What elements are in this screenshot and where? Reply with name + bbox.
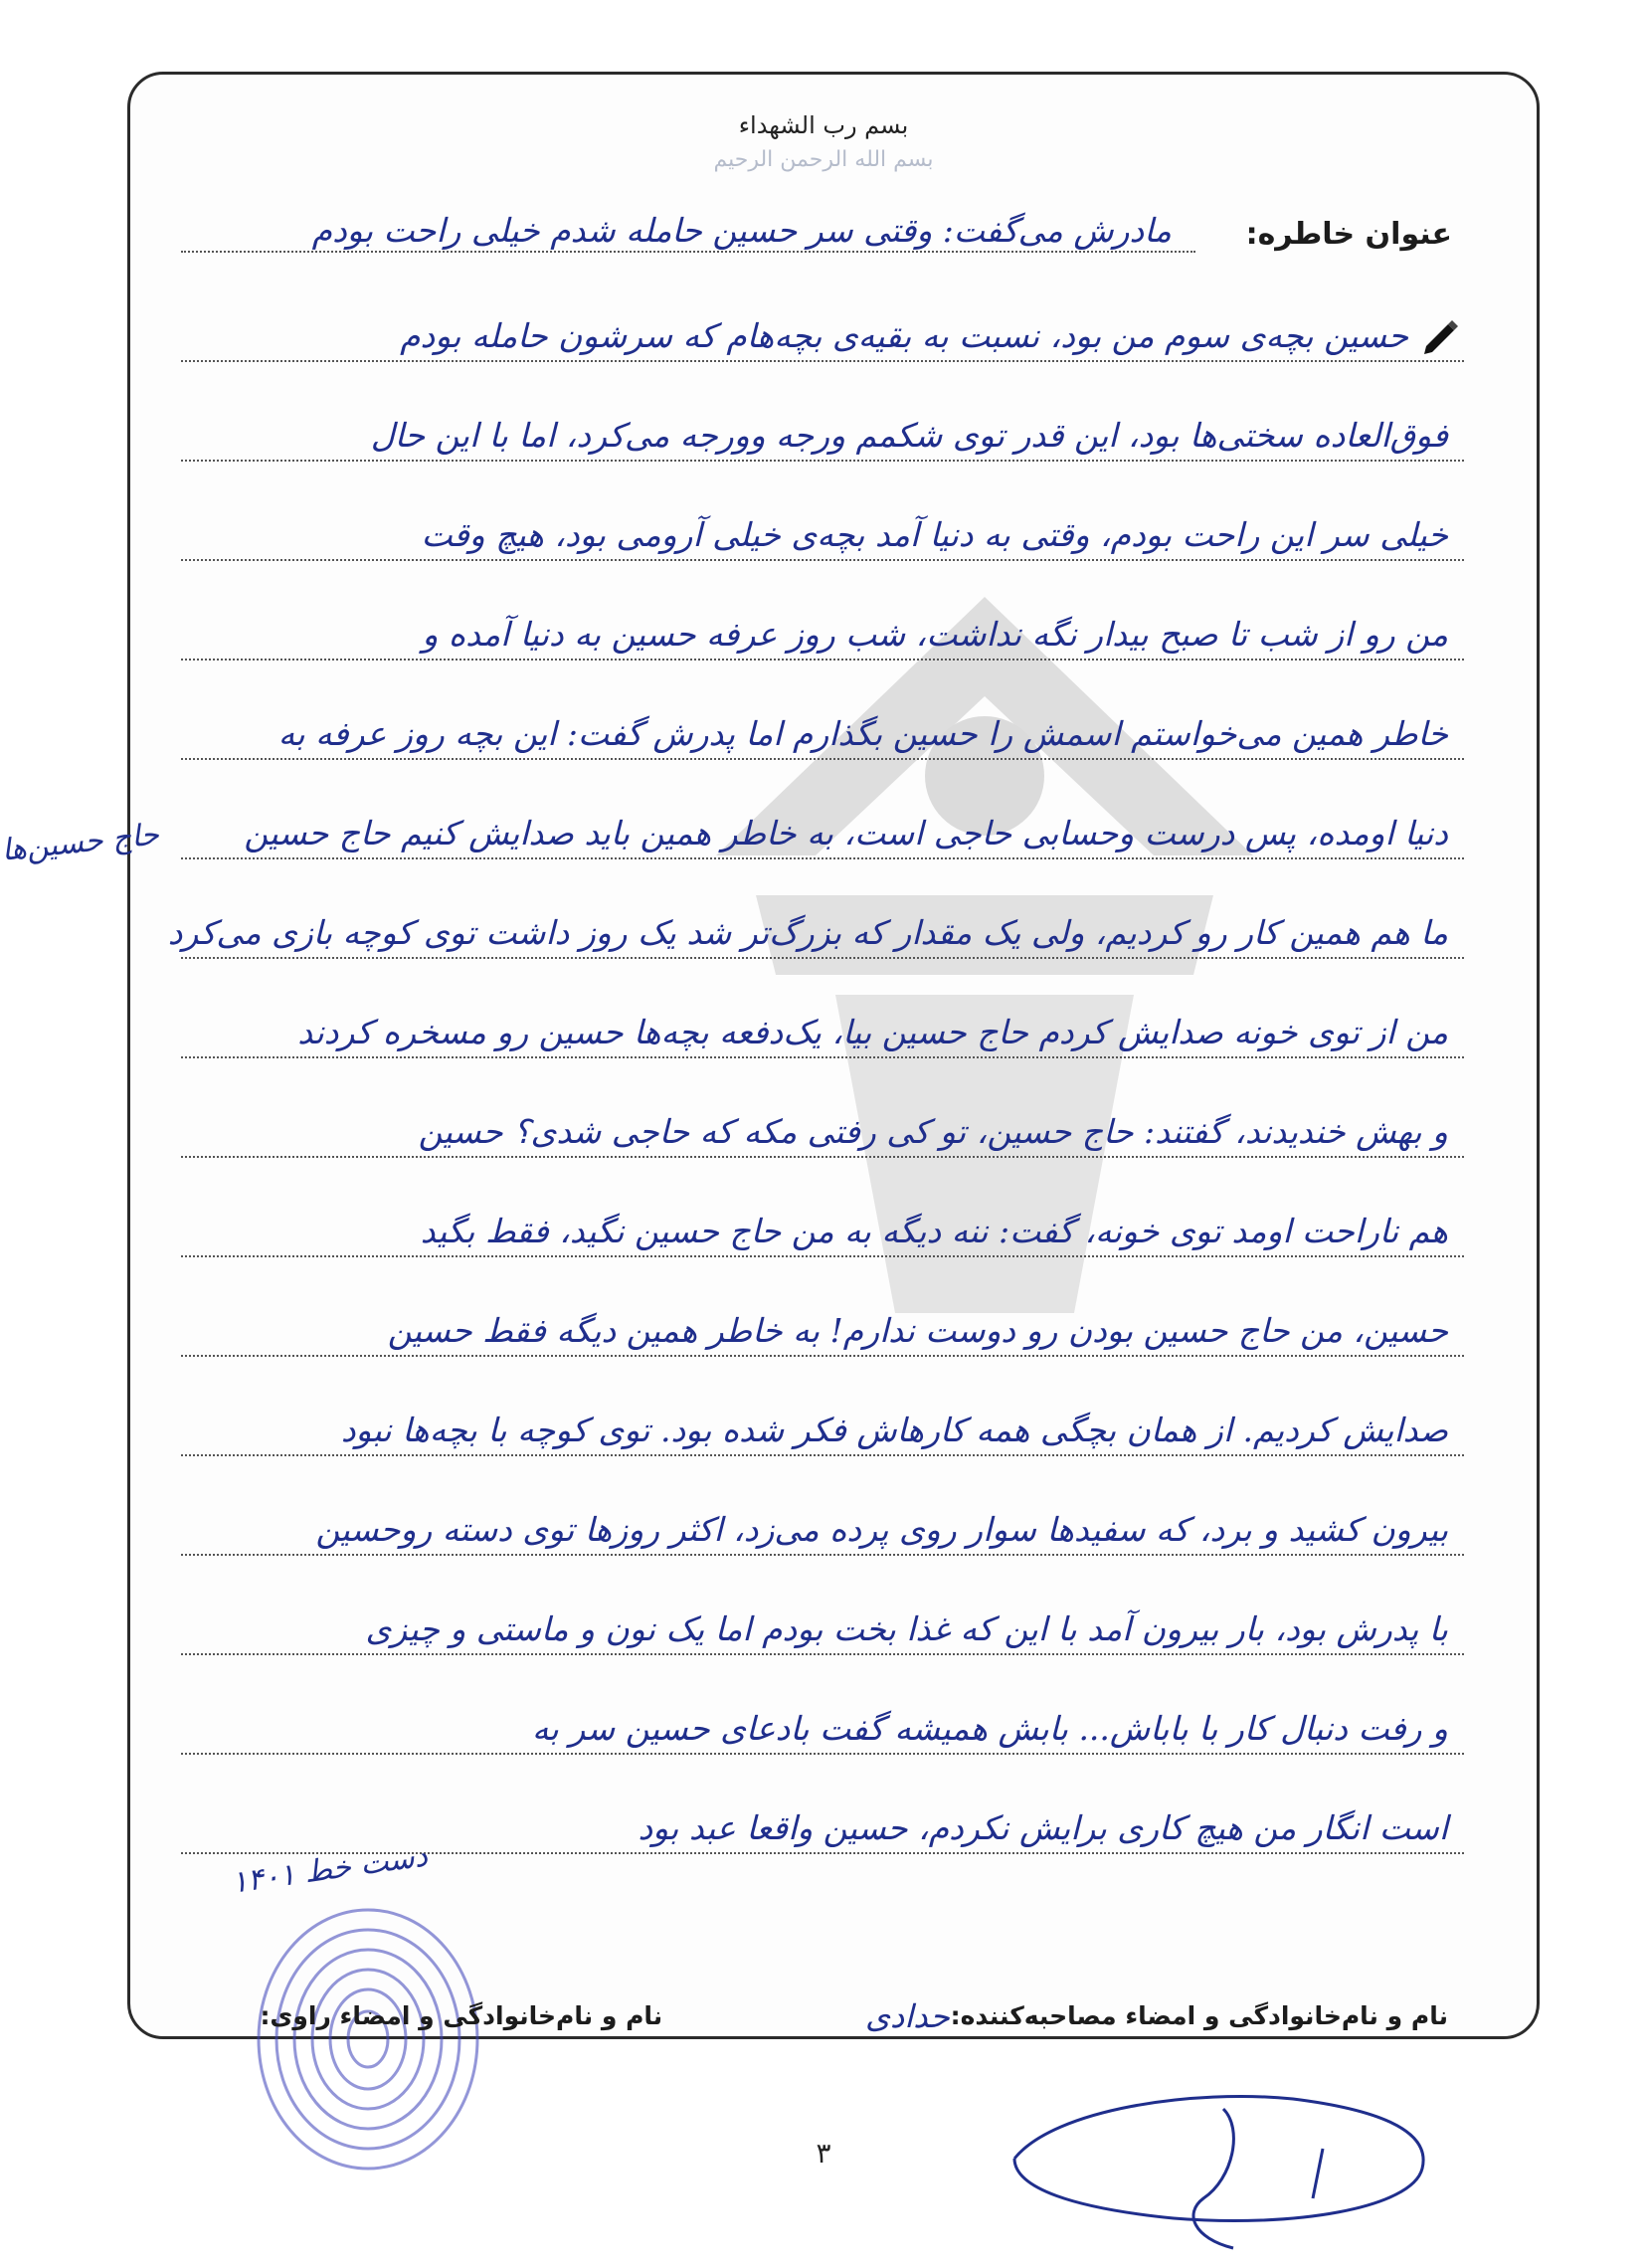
memoir-line: من رو از شب تا صبح بیدار نگه نداشت، شب روز عرفه حسین به دنیا آمده و: [422, 615, 1448, 654]
ruled-line: [181, 1355, 1464, 1357]
ruled-line: [181, 1056, 1464, 1058]
memoir-line: است انگار من هیچ کاری برایش نکردم، حسین واقعا عبد بود: [638, 1808, 1448, 1847]
narrator-label: نام و نام‌خانوادگی و امضاء راوی:: [260, 2001, 663, 2030]
memoir-line: با پدرش بود، بار بیرون آمد با این که غذا بخت بودم اما یک نون و ماستی و چیزی: [365, 1609, 1448, 1648]
ruled-line: [181, 1156, 1464, 1158]
page-header-title: بسم رب الشهداء: [738, 111, 909, 139]
margin-note: حاج حسین‌ها: [0, 817, 161, 868]
memoir-line: هم ناراحت اومد توی خونه، گفت: ننه دیگه به من حاج حسین نگید، فقط بگید: [420, 1212, 1448, 1250]
memoir-title-text: مادرش می‌گفت: وقتی سر حسین حامله شدم خیلی راحت بودم: [311, 211, 1172, 250]
ruled-line: [181, 1554, 1464, 1556]
memoir-line: من از توی خونه صدایش کردم حاج حسین بیا، یک‌دفعه بچه‌ها حسین رو مسخره کردند: [297, 1013, 1448, 1051]
ruled-line: [181, 659, 1464, 661]
ruled-line: [181, 1753, 1464, 1755]
signature-footer: [224, 2001, 1448, 2030]
title-ruled-line: [181, 251, 1195, 253]
memoir-line: و رفت دنبال کار با باباش... بابش همیشه گفت بادعای حسین سر به: [531, 1709, 1448, 1748]
pencil-icon: [1422, 316, 1462, 356]
memoir-line: خاطر همین می‌خواستم اسمش را حسین بگذارم اما پدرش گفت: این بچه روز عرفه به: [277, 714, 1448, 753]
memoir-line: دنیا اومده، پس درست وحسابی حاجی است، به خاطر همین باید صدایش کنیم حاج حسین: [244, 814, 1448, 852]
ruled-line: [181, 758, 1464, 760]
page-number: ۳: [816, 2137, 831, 2170]
memoir-line: ما هم همین کار رو کردیم، ولی یک مقدار که بزرگ‌تر شد یک روز داشت توی کوچه بازی می‌کرد: [167, 913, 1448, 952]
faint-bismillah: بسم الله الرحمن الرحیم: [713, 147, 934, 172]
ruled-line: [181, 1255, 1464, 1257]
ruled-line: [181, 360, 1464, 362]
memoir-line: حسین، من حاج حسین بودن رو دوست ندارم! به خاطر همین دیگه فقط حسین: [387, 1311, 1448, 1350]
memoir-line: فوق‌العاده سختی‌ها بود، این قدر توی شکمم ورجه وورجه می‌کرد، اما با این حال: [370, 416, 1448, 455]
memoir-line: و بهش خندیدند، گفتند: حاج حسین، تو کی رفتی مکه که حاجی شدی؟ حسین: [418, 1112, 1448, 1151]
interviewer-signature: حدادی: [865, 1997, 950, 2035]
memoir-line: بیرون کشید و برد، که سفیدها سوار روی پرده می‌زد، اکثر روزها توی دسته روحسین: [315, 1510, 1448, 1549]
ruled-line: [181, 857, 1464, 859]
memoir-line: صدایش کردیم. از همان بچگی همه کارهاش فکر شده بود. توی کوچه با بچه‌ها نبود: [340, 1411, 1448, 1449]
handwritten-date-note: دست خط ۱۴۰۱: [229, 1838, 430, 1901]
ruled-line: [181, 460, 1464, 462]
ruled-line: [181, 1653, 1464, 1655]
ruled-line: [181, 957, 1464, 959]
memoir-title-label: عنوان خاطره:: [1245, 217, 1452, 252]
memoir-line: حسین بچه‌ی سوم من بود، نسبت به بقیه‌ی بچه‌هام که سرشون حامله بودم: [400, 316, 1408, 355]
ruled-line: [181, 559, 1464, 561]
memoir-line: خیلی سر این راحت بودم، وقتی به دنیا آمد بچه‌ی خیلی آرومی بود، هیچ وقت: [421, 515, 1448, 554]
interviewer-label: نام و نام‌خانوادگی و امضاء مصاحبه‌کننده:: [950, 2001, 1448, 2030]
ruled-line: [181, 1454, 1464, 1456]
